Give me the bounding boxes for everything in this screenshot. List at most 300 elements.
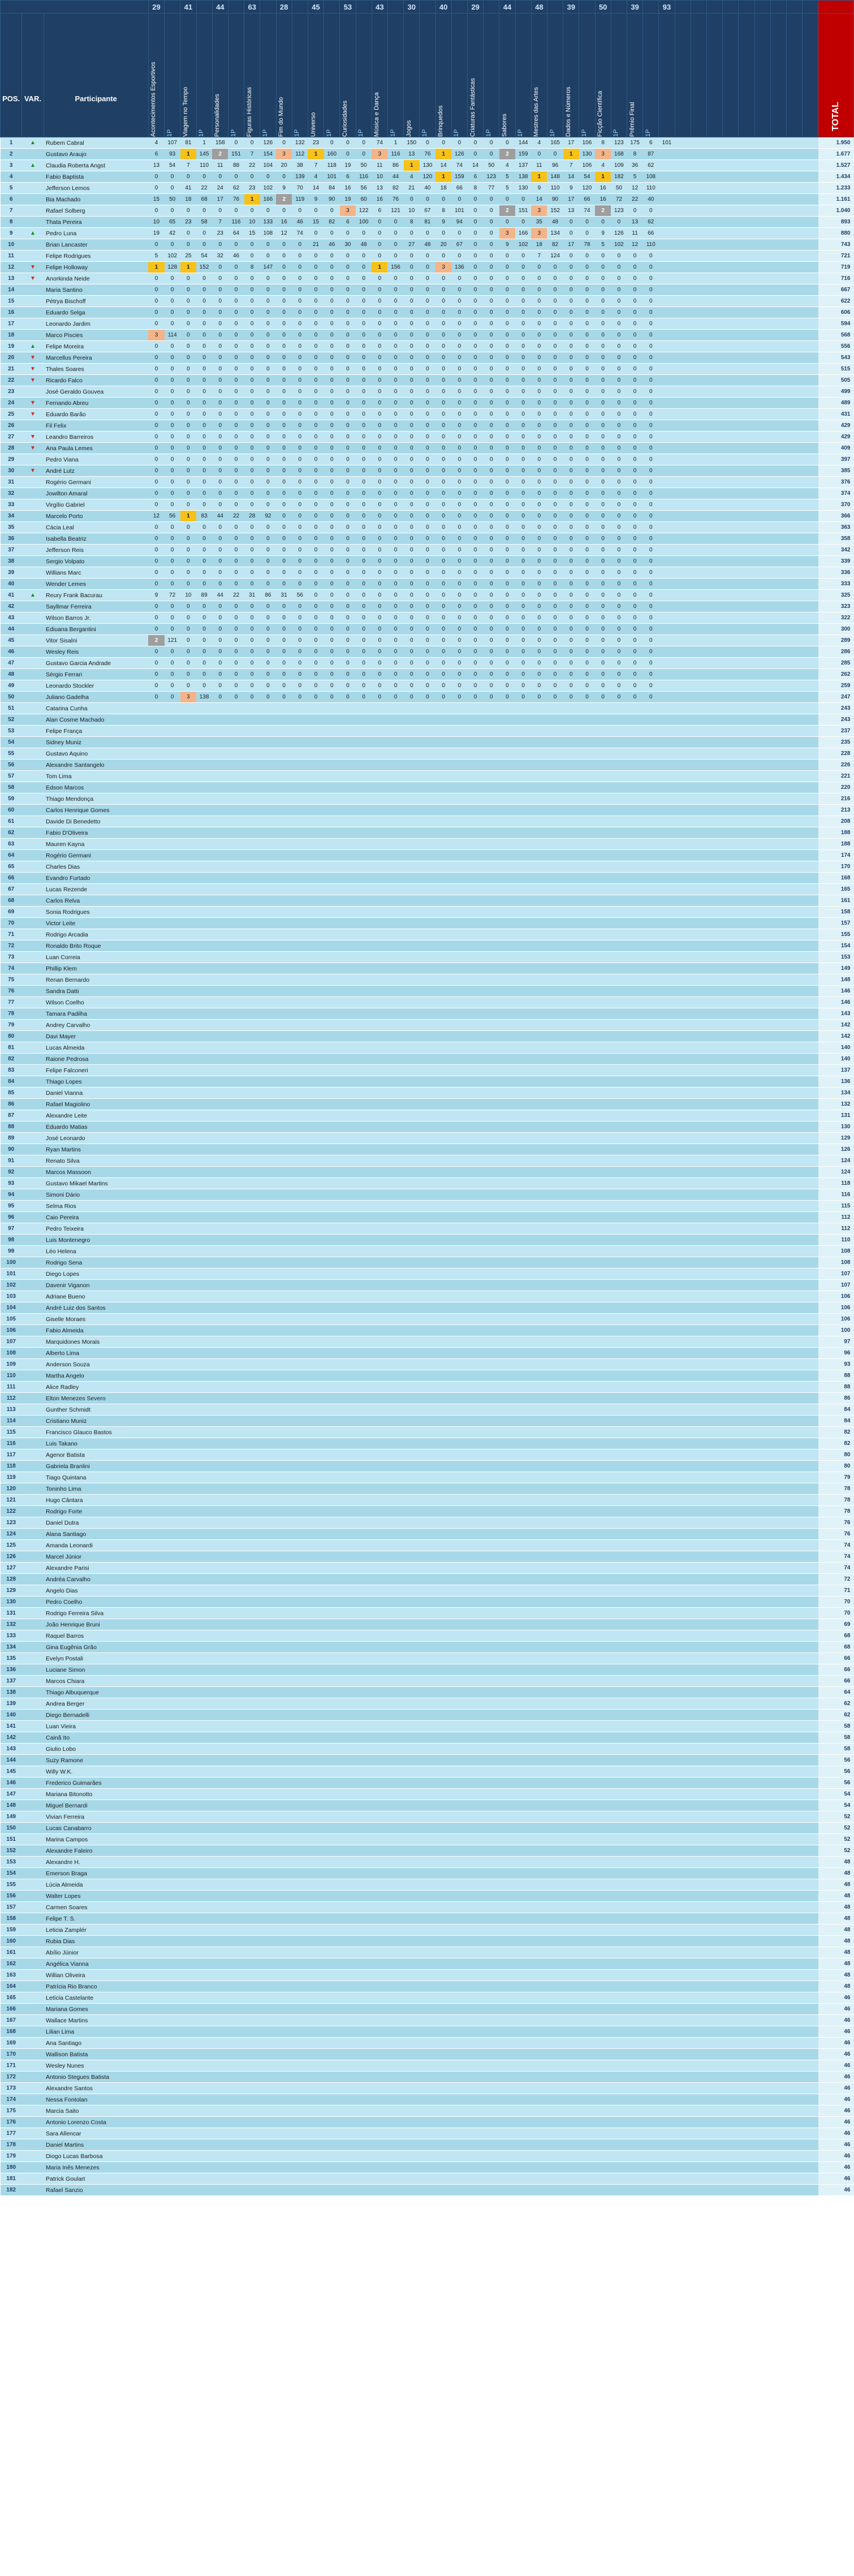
participant-name[interactable]: Eduardo Selga (44, 307, 148, 318)
participant-name[interactable]: Davi Mayer (44, 1031, 148, 1042)
rank-position: 25 (1, 409, 22, 420)
table-row[interactable] (1, 737, 854, 748)
score-cell (787, 375, 803, 386)
participant-name[interactable]: Adriane Bueno (44, 1291, 148, 1302)
participant-name[interactable]: Pedro Viana (44, 454, 148, 465)
table-row[interactable] (1, 1121, 854, 1133)
participant-name[interactable]: Gustavo Mikael Martins (44, 1178, 148, 1189)
score-cell: 0 (515, 330, 531, 341)
score-cell (675, 1167, 691, 1178)
score-cell (356, 1042, 372, 1054)
score-cell: 0 (595, 386, 611, 398)
score-cell (467, 1020, 483, 1031)
participant-name[interactable]: Leonardo Jardim (44, 318, 148, 330)
participant-name[interactable]: Felipe Moreira (44, 341, 148, 352)
table-row[interactable] (1, 217, 854, 228)
table-row[interactable] (1, 183, 854, 194)
table-row[interactable] (1, 1042, 854, 1054)
table-row[interactable] (1, 262, 854, 273)
rank-variation (22, 827, 44, 839)
table-row[interactable] (1, 171, 854, 183)
participant-name[interactable]: Fabio Baptista (44, 171, 148, 183)
table-row[interactable] (1, 432, 854, 443)
table-row[interactable] (1, 907, 854, 918)
score-cell: 9 (148, 590, 164, 601)
score-cell (739, 183, 754, 194)
participant-name[interactable]: Marcelo Porto (44, 511, 148, 522)
score-cell: 0 (260, 624, 276, 635)
table-row[interactable] (1, 443, 854, 454)
table-row[interactable] (1, 194, 854, 205)
table-row[interactable] (1, 477, 854, 488)
table-row[interactable] (1, 635, 854, 646)
table-row[interactable] (1, 386, 854, 398)
table-row[interactable] (1, 1144, 854, 1155)
table-row[interactable] (1, 205, 854, 217)
round-number-cell (643, 1, 659, 14)
table-row[interactable] (1, 1054, 854, 1065)
table-row[interactable] (1, 1178, 854, 1189)
table-row[interactable] (1, 1280, 854, 1291)
table-row[interactable] (1, 1133, 854, 1144)
score-cell (547, 805, 563, 816)
participant-name[interactable]: Marcellus Pereira (44, 352, 148, 364)
table-row[interactable] (1, 420, 854, 432)
table-row[interactable] (1, 929, 854, 940)
participant-name[interactable]: Phillip Klem (44, 963, 148, 974)
participant-name[interactable]: Renato Silva (44, 1155, 148, 1167)
table-row[interactable] (1, 782, 854, 793)
table-row[interactable] (1, 601, 854, 612)
score-cell (387, 1020, 403, 1031)
participant-name[interactable]: José Leonardo (44, 1133, 148, 1144)
table-row[interactable] (1, 567, 854, 579)
score-cell (803, 692, 818, 703)
participant-name[interactable]: Rodrigo Sena (44, 1257, 148, 1268)
participant-name[interactable]: Felipe Rodrigues (44, 251, 148, 262)
participant-name[interactable]: Bia Machado (44, 194, 148, 205)
participant-name[interactable]: Wilson Coelho (44, 997, 148, 1008)
participant-name[interactable]: Jefferson Reis (44, 545, 148, 556)
participant-name[interactable]: André Luiz dos Santos (44, 1302, 148, 1314)
score-cell (627, 1110, 642, 1121)
table-row[interactable] (1, 839, 854, 850)
table-row[interactable] (1, 680, 854, 692)
participant-name[interactable]: Isabella Beatriz (44, 533, 148, 545)
participant-name[interactable]: Maria Santino (44, 284, 148, 296)
score-cell (165, 703, 180, 714)
participant-name[interactable]: Davenir Viganon (44, 1280, 148, 1291)
score-cell (643, 737, 659, 748)
score-cell (340, 737, 356, 748)
score-cell (165, 1246, 180, 1257)
rank-variation: ▼ (22, 465, 44, 477)
score-cell (324, 771, 340, 782)
score-cell (451, 918, 467, 929)
table-row[interactable] (1, 884, 854, 895)
participant-name[interactable]: Jefferson Lemos (44, 183, 148, 194)
score-cell (420, 1167, 435, 1178)
score-cell (579, 986, 595, 997)
participant-name[interactable]: Wesley Reis (44, 646, 148, 658)
participant-name[interactable]: Fernando Abreu (44, 398, 148, 409)
participant-name[interactable]: Jowilton Amaral (44, 488, 148, 499)
score-cell: 0 (404, 443, 420, 454)
participant-name[interactable]: Ronaldo Brito Roque (44, 940, 148, 952)
participant-name[interactable]: Rogério Germani (44, 850, 148, 861)
score-cell: 0 (404, 522, 420, 533)
table-row[interactable] (1, 816, 854, 827)
table-row[interactable] (1, 612, 854, 624)
score-cell: 0 (292, 556, 308, 567)
score-cell: 0 (180, 386, 196, 398)
participant-name[interactable]: Luis Montenegro (44, 1235, 148, 1246)
score-cell: 0 (611, 420, 627, 432)
participant-name[interactable]: Thiago Mendonça (44, 793, 148, 805)
table-row[interactable] (1, 748, 854, 760)
score-cell (675, 398, 691, 409)
table-row[interactable] (1, 1268, 854, 1280)
score-cell (228, 1088, 244, 1099)
participant-name[interactable]: Daniel Vianna (44, 1088, 148, 1099)
score-cell (420, 1054, 435, 1065)
score-cell: 123 (611, 137, 627, 149)
score-cell (754, 205, 770, 217)
participant-name[interactable]: Léo Helena (44, 1246, 148, 1257)
table-row[interactable] (1, 873, 854, 884)
score-cell (531, 1257, 547, 1268)
table-row[interactable] (1, 760, 854, 771)
score-cell (563, 816, 579, 827)
participant-name[interactable]: Caio Pereira (44, 1212, 148, 1223)
rank-variation (22, 692, 44, 703)
table-row[interactable] (1, 624, 854, 635)
table-row[interactable] (1, 1020, 854, 1031)
score-cell (691, 1008, 706, 1020)
participant-name[interactable]: Sandra Datti (44, 986, 148, 997)
participant-name[interactable]: Alan Cosme Machado (44, 714, 148, 726)
score-cell (723, 239, 739, 251)
table-row[interactable] (1, 714, 854, 726)
participant-name[interactable]: Luan Correia (44, 952, 148, 963)
participant-name[interactable]: Diego Lopes (44, 1268, 148, 1280)
table-row[interactable] (1, 1167, 854, 1178)
score-cell (691, 895, 706, 907)
table-row[interactable] (1, 228, 854, 239)
participant-name[interactable]: Alexandre Leite (44, 1110, 148, 1121)
participant-name[interactable]: Raione Pedrosa (44, 1054, 148, 1065)
participant-name[interactable]: Marco Piscies (44, 330, 148, 341)
participant-name[interactable]: Mauren Kayna (44, 839, 148, 850)
participant-name[interactable]: Thata Pereira (44, 217, 148, 228)
table-row[interactable] (1, 805, 854, 816)
participant-name[interactable]: Ana Paula Lemes (44, 443, 148, 454)
score-cell (643, 771, 659, 782)
table-row[interactable] (1, 692, 854, 703)
participant-name[interactable]: Evandro Furtado (44, 873, 148, 884)
score-cell: 0 (276, 612, 292, 624)
participant-name[interactable]: Thales Soares (44, 364, 148, 375)
table-row[interactable] (1, 918, 854, 929)
score-cell (627, 1257, 642, 1268)
table-row[interactable] (1, 364, 854, 375)
participant-name[interactable]: Rafael Solberg (44, 205, 148, 217)
score-cell: 40 (420, 183, 435, 194)
table-row[interactable] (1, 771, 854, 782)
score-cell (770, 963, 786, 974)
table-row[interactable] (1, 239, 854, 251)
participant-name[interactable]: Fil Felix (44, 420, 148, 432)
participant-name[interactable]: Pedro Luna (44, 228, 148, 239)
table-row[interactable] (1, 579, 854, 590)
participant-name[interactable]: Pedro Teixeira (44, 1223, 148, 1235)
participant-name[interactable]: Andrey Carvalho (44, 1020, 148, 1031)
participant-name[interactable]: Fabio D'Oliveira (44, 827, 148, 839)
table-row[interactable] (1, 940, 854, 952)
participant-name[interactable]: Ediuana Bergantini (44, 624, 148, 635)
table-row[interactable] (1, 149, 854, 160)
score-cell (308, 1144, 324, 1155)
participant-name[interactable]: Catarina Cunha (44, 703, 148, 714)
participant-name[interactable]: Marcos Massoon (44, 1167, 148, 1178)
score-cell (308, 963, 324, 974)
table-row[interactable] (1, 1008, 854, 1020)
participant-name[interactable]: Felipe França (44, 726, 148, 737)
table-row[interactable] (1, 986, 854, 997)
table-row[interactable] (1, 1291, 854, 1302)
table-row[interactable] (1, 590, 854, 601)
score-cell: 0 (292, 443, 308, 454)
table-row[interactable] (1, 398, 854, 409)
table-row[interactable] (1, 465, 854, 477)
score-cell (611, 839, 627, 850)
table-row[interactable] (1, 658, 854, 669)
participant-name[interactable]: Selma Rios (44, 1201, 148, 1212)
score-cell (723, 284, 739, 296)
participant-name[interactable]: Virgílio Gabriel (44, 499, 148, 511)
score-cell (276, 1121, 292, 1133)
participant-name[interactable]: Gustavo Aquino (44, 748, 148, 760)
table-row[interactable] (1, 1235, 854, 1246)
table-row[interactable] (1, 522, 854, 533)
score-cell (404, 748, 420, 760)
participant-name[interactable]: Anorkinda Neide (44, 273, 148, 284)
table-row[interactable] (1, 556, 854, 567)
participant-name[interactable]: Davide Di Benedetto (44, 816, 148, 827)
participant-name[interactable]: Lucas Almeida (44, 1042, 148, 1054)
score-cell: 0 (276, 205, 292, 217)
participant-name[interactable]: Eduardo Barão (44, 409, 148, 420)
participant-name[interactable]: Renan Bernardo (44, 974, 148, 986)
table-row[interactable] (1, 669, 854, 680)
score-cell (451, 1257, 467, 1268)
score-cell (451, 1155, 467, 1167)
table-row[interactable] (1, 1155, 854, 1167)
table-row[interactable] (1, 284, 854, 296)
participant-name[interactable]: Felipe Falconeri (44, 1065, 148, 1076)
score-cell: 0 (547, 386, 563, 398)
participant-name[interactable]: Wilson Barros Jr. (44, 612, 148, 624)
participant-name[interactable]: Lucas Rezende (44, 884, 148, 895)
participant-name[interactable]: Charles Dias (44, 861, 148, 873)
table-row[interactable] (1, 251, 854, 262)
score-cell (707, 352, 723, 364)
table-row[interactable] (1, 1076, 854, 1088)
score-cell (340, 805, 356, 816)
participant-name[interactable]: Cácia Leal (44, 522, 148, 533)
participant-name[interactable]: Rafael Magiolino (44, 1099, 148, 1110)
table-row[interactable] (1, 963, 854, 974)
table-row[interactable] (1, 726, 854, 737)
participant-name[interactable]: André Lutz (44, 465, 148, 477)
participant-name[interactable]: Felipe Holloway (44, 262, 148, 273)
table-row[interactable] (1, 1302, 854, 1314)
score-cell (420, 782, 435, 793)
table-row[interactable] (1, 703, 854, 714)
score-cell: 107 (165, 137, 180, 149)
participant-name[interactable]: Claudia Roberta Angst (44, 160, 148, 171)
table-row[interactable] (1, 793, 854, 805)
score-cell (244, 714, 260, 726)
table-row[interactable] (1, 1257, 854, 1268)
table-row[interactable] (1, 895, 854, 907)
score-cell (770, 940, 786, 952)
score-cell (244, 940, 260, 952)
table-row[interactable] (1, 511, 854, 522)
table-row[interactable] (1, 952, 854, 963)
table-row[interactable] (1, 296, 854, 307)
participant-name[interactable]: Wender Lemes (44, 579, 148, 590)
table-row[interactable] (1, 341, 854, 352)
participant-name[interactable]: Sonia Rodrigues (44, 907, 148, 918)
participant-name[interactable]: Alexandre Santangelo (44, 760, 148, 771)
participant-name[interactable]: Vitor Sisalni (44, 635, 148, 646)
table-row[interactable] (1, 1246, 854, 1257)
rank-position: 63 (1, 839, 22, 850)
participant-name[interactable]: Thiago Lopes (44, 1076, 148, 1088)
participant-name[interactable]: Leandro Barreiros (44, 432, 148, 443)
participant-name[interactable]: Carlos Relva (44, 895, 148, 907)
table-row[interactable] (1, 646, 854, 658)
participant-name[interactable]: Ryan Martins (44, 1144, 148, 1155)
score-cell: 0 (148, 612, 164, 624)
score-cell (308, 737, 324, 748)
participant-name[interactable]: Tamara Padilha (44, 1008, 148, 1020)
score-cell (611, 1280, 627, 1291)
participant-name[interactable]: Leonardo Stockler (44, 680, 148, 692)
score-cell: 31 (244, 590, 260, 601)
table-row[interactable] (1, 1099, 854, 1110)
table-row[interactable] (1, 137, 854, 149)
table-row[interactable] (1, 330, 854, 341)
participant-name[interactable]: Gustavo Araujo (44, 149, 148, 160)
table-row[interactable] (1, 974, 854, 986)
participant-name[interactable]: Rodrigo Arcadia (44, 929, 148, 940)
table-row[interactable] (1, 1031, 854, 1042)
score-cell: 81 (180, 137, 196, 149)
participant-name[interactable]: Carlos Henrique Gomes (44, 805, 148, 816)
rank-position: 76 (1, 986, 22, 997)
table-row[interactable] (1, 454, 854, 465)
participant-name[interactable]: Sayllmar Ferreira (44, 601, 148, 612)
score-cell (723, 1246, 739, 1257)
score-cell: 0 (420, 601, 435, 612)
table-row[interactable] (1, 409, 854, 420)
participant-name[interactable]: Victor Leite (44, 918, 148, 929)
score-cell: 0 (563, 307, 579, 318)
table-row[interactable] (1, 1110, 854, 1121)
participant-name[interactable]: Eduardo Matias (44, 1121, 148, 1133)
participant-name[interactable]: Edson Marcos (44, 782, 148, 793)
score-cell: 0 (563, 692, 579, 703)
score-cell: 0 (404, 409, 420, 420)
participant-name[interactable]: Sidney Muniz (44, 737, 148, 748)
score-cell (675, 375, 691, 386)
participant-name[interactable]: Sergio Volpato (44, 556, 148, 567)
score-cell: 0 (244, 601, 260, 612)
table-row[interactable] (1, 375, 854, 386)
score-cell (372, 1144, 387, 1155)
participant-name[interactable]: Gustavo Garcia Andrade (44, 658, 148, 669)
table-row[interactable] (1, 307, 854, 318)
table-row[interactable] (1, 827, 854, 839)
table-row[interactable] (1, 499, 854, 511)
column-title (356, 14, 372, 137)
table-row[interactable] (1, 1201, 854, 1212)
score-cell (770, 160, 786, 171)
participant-name[interactable]: Brian Lancaster (44, 239, 148, 251)
rank-variation (22, 952, 44, 963)
score-cell (723, 1280, 739, 1291)
score-cell: 0 (531, 522, 547, 533)
table-row[interactable] (1, 545, 854, 556)
score-cell: 0 (531, 488, 547, 499)
table-row[interactable] (1, 850, 854, 861)
participant-name[interactable]: Simoni Dário (44, 1189, 148, 1201)
participant-name[interactable]: Tom Lima (44, 771, 148, 782)
table-row[interactable] (1, 273, 854, 284)
table-row[interactable] (1, 1212, 854, 1223)
participant-name[interactable]: Ricardo Falco (44, 375, 148, 386)
table-row[interactable] (1, 1065, 854, 1076)
participant-name[interactable]: Juliano Gadelha (44, 692, 148, 703)
score-cell (165, 1212, 180, 1223)
table-row[interactable] (1, 160, 854, 171)
participant-name[interactable]: Reury Frank Bacurau (44, 590, 148, 601)
participant-name[interactable]: Pétrya Bischoff (44, 296, 148, 307)
table-row[interactable] (1, 1223, 854, 1235)
table-row[interactable] (1, 861, 854, 873)
participant-name[interactable]: Rubem Cabral (44, 137, 148, 149)
table-row[interactable] (1, 1088, 854, 1099)
score-cell: 0 (420, 669, 435, 680)
score-cell: 0 (308, 454, 324, 465)
participant-name[interactable]: José Geraldo Gouvea (44, 386, 148, 398)
table-row[interactable] (1, 488, 854, 499)
participant-name[interactable]: Willians Marc (44, 567, 148, 579)
table-row[interactable] (1, 1189, 854, 1201)
table-row[interactable] (1, 997, 854, 1008)
score-cell: 0 (435, 680, 451, 692)
participant-name[interactable]: Sérgio Ferrari (44, 669, 148, 680)
table-row[interactable] (1, 352, 854, 364)
score-cell: 50 (356, 160, 372, 171)
score-cell: 0 (180, 477, 196, 488)
participant-name[interactable]: Rogério Germani (44, 477, 148, 488)
table-row[interactable] (1, 533, 854, 545)
score-cell (180, 1268, 196, 1280)
table-row[interactable] (1, 318, 854, 330)
